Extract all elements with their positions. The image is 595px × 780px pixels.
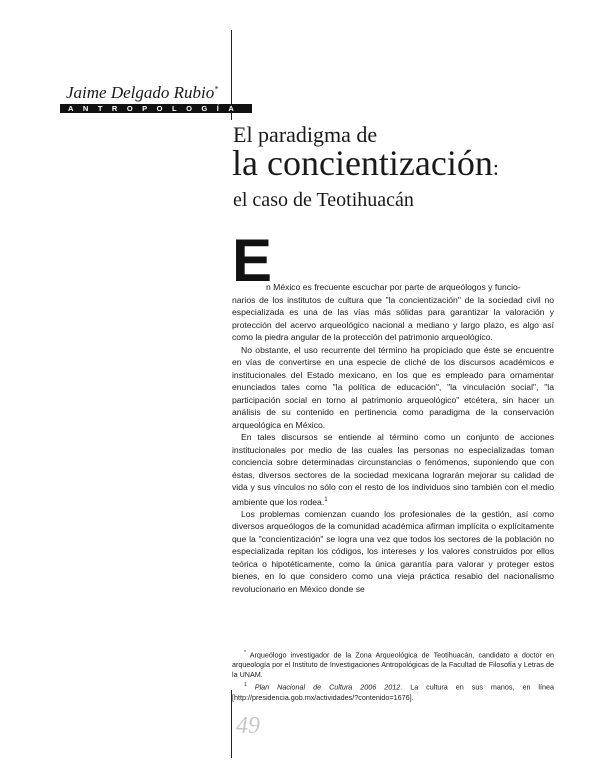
vertical-rule-bottom [231, 690, 232, 758]
footnote-1: * Arqueólogo investigador de la Zona Arqueológica de Teotihuacán, candidato a doctor en arqueología por el Instituto de Investigaciones Antropológicas de la Facultad de Filosofía y Letras de la UNAM. [232, 650, 555, 680]
article-body [232, 281, 554, 595]
paragraph-4: Los problemas comienzan cuando los profesionales de la gestión, así como diversos arqueólogos de la comunidad académica afirman implícita o explícitamente que la "concientización" se logra una vez que todos los sectores de la población no especializada repitan los códigos, los intereses y los valores construidos por ellos teórica o hipotéticamente, como la única garantía para valorar y proteger estos bienes, en lo que considero como una vieja práctica resabio del nacionalismo revolucionario en México donde se [232, 508, 554, 594]
article-title-line-1: El paradigma de [233, 122, 378, 147]
article-subtitle: el caso de Teotihuacán [233, 189, 414, 211]
footnote-2: $^1$ Plan Nacional de Cultura 2006 2012. La cultura en sus manos, en línea [http://presidencia.gob.mx/actividades/?contenido=1676]. [232, 682, 555, 702]
page-number: 49 [236, 713, 260, 739]
author-footnote-mark: * [214, 84, 219, 94]
article-title-line-2: la concientización: [232, 143, 499, 183]
author-name: Jaime Delgado Rubio* [66, 83, 219, 102]
paragraph-2: No obstante, el uso recurrente del término ha propiciado que éste se encuentre en vías de convertirse en una especie de cliché de los discursos académicos e institucionales del Estado mexicano, en los que es empleado para ornamentar enunciados tales como "la política de educación", "la vinculación social", "la participación social en torno al patrimonio arqueológico" etcétera, sin hacer un análisis de su contenido en pertinencia como paradigma de la conservación arqueológica en México. [232, 344, 554, 430]
drop-cap: E [232, 227, 273, 294]
footnote-ref-1: 1 [324, 496, 328, 503]
footnotes [232, 648, 554, 703]
section-label: ANTROPOLOGÍA [60, 104, 252, 113]
paragraph-1: narios de los institutos de cultura que "la concientización" de la sociedad civil no especializada es una de las vías más sólidas para garantizar la valoración y protección del acervo arqueológico nacional a mediano y largo plazo, es algo así como la piedra angular de la protección del patrimonio arqueológico. [232, 294, 554, 342]
lead-line: n México es frecuente escuchar por parte de arqueólogos y funcio- [266, 282, 521, 292]
paragraph-3: En tales discursos se entiende al término como un conjunto de acciones institucionales por medio de las cuales las personas no especializadas toman conciencia sobre determinadas circunstancias o fenómenos, suponiendo que con éstas, diversos sectores de la sociedad mexicana lograrán mejorar su calidad de vida y sus vínculos no sólo con el resto de los individuos sino también con el medio ambiente que los rodea.$^1$ [232, 432, 554, 507]
